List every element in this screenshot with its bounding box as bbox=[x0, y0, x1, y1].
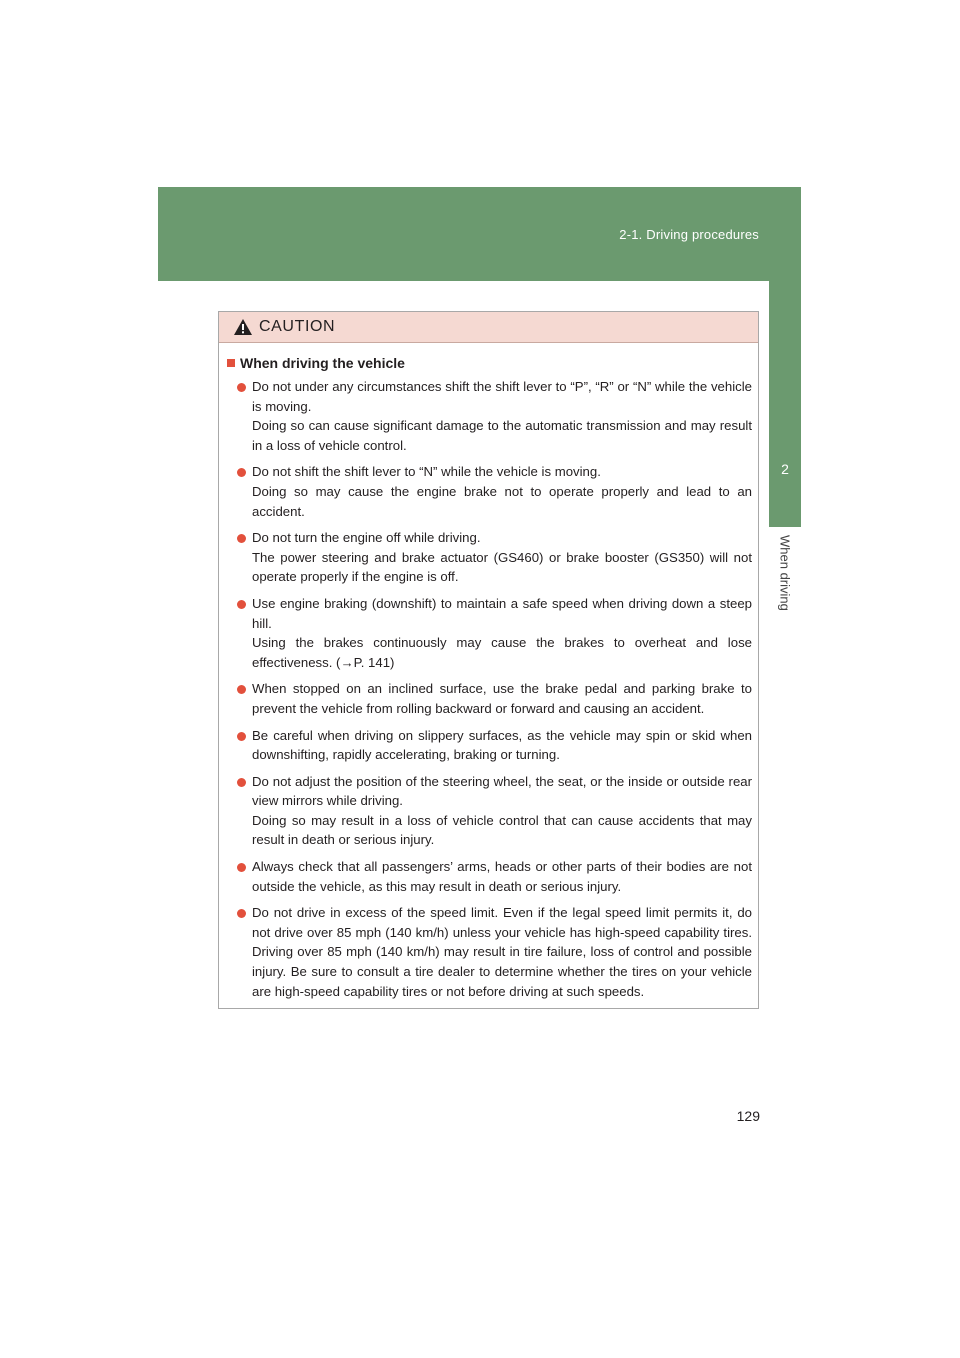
item-text: The power steering and brake actuator (GS460) or brake booster (GS350) will not operate properly if the engine is off. bbox=[252, 549, 752, 585]
list-item bbox=[227, 857, 752, 896]
subheading-text: When driving the vehicle bbox=[240, 355, 405, 371]
item-text: Do not drive in excess of the speed limit. Even if the legal speed limit permits it, do not drive over 85 mph (140 km/h) unless your vehicle has high-speed capability tires. Driving over 85 mph (140 km/h) may result in tire failure, loss of control and possible injury. Be sure to consult a tire dealer to determine whether the tires on your vehicle are high-speed capability tires or not before driving at such speeds. bbox=[252, 905, 752, 999]
caution-header bbox=[219, 312, 758, 343]
section-title: 2-1. Driving procedures bbox=[619, 227, 759, 242]
list-item bbox=[227, 594, 752, 672]
list-item bbox=[227, 377, 752, 455]
item-text: Do not turn the engine off while driving. bbox=[252, 530, 481, 546]
caution-item-list bbox=[227, 377, 752, 1001]
list-item bbox=[227, 462, 752, 521]
caution-title: CAUTION bbox=[259, 318, 336, 335]
item-text: When stopped on an inclined surface, use the brake pedal and parking brake to prevent the vehicle from rolling backward or forward and causing an accident. bbox=[252, 681, 752, 716]
chapter-tab bbox=[769, 281, 801, 527]
list-item bbox=[227, 772, 752, 850]
circle-bullet-icon bbox=[237, 778, 246, 787]
item-text: Doing so may cause the engine brake not to operate properly and lead to an accident. bbox=[252, 483, 752, 519]
circle-bullet-icon bbox=[237, 685, 246, 694]
list-item bbox=[227, 679, 752, 718]
circle-bullet-icon bbox=[237, 468, 246, 477]
chapter-number: 2 bbox=[781, 461, 789, 477]
caution-subheading bbox=[227, 355, 752, 371]
item-text: Use engine braking (downshift) to maintain a safe speed when driving down a steep hill. bbox=[252, 595, 752, 631]
warning-triangle-icon bbox=[233, 318, 253, 336]
circle-bullet-icon bbox=[237, 600, 246, 609]
caution-body bbox=[219, 343, 758, 1001]
list-item bbox=[227, 726, 752, 765]
square-bullet-icon bbox=[227, 359, 235, 367]
list-item bbox=[227, 903, 752, 1001]
item-text: Doing so can cause significant damage to the automatic transmission and may result in a loss of vehicle control. bbox=[252, 418, 752, 453]
item-text: Be careful when driving on slippery surfaces, as the vehicle may spin or skid when downshifting, rapidly accelerating, braking or turning. bbox=[252, 727, 752, 763]
item-text: Doing so may result in a loss of vehicle control that can cause accidents that may result in death or serious injury. bbox=[252, 812, 752, 848]
list-item bbox=[227, 528, 752, 587]
circle-bullet-icon bbox=[237, 909, 246, 918]
chapter-label: When driving bbox=[777, 535, 793, 611]
item-text: Do not shift the shift lever to “N” while the vehicle is moving. bbox=[252, 464, 601, 480]
item-text: Do not adjust the position of the steering wheel, the seat, or the inside or outside rear view mirrors while driving. bbox=[252, 773, 752, 809]
page-number: 129 bbox=[736, 1108, 760, 1124]
circle-bullet-icon bbox=[237, 863, 246, 872]
circle-bullet-icon bbox=[237, 732, 246, 741]
item-text: Do not under any circumstances shift the shift lever to “P”, “R” or “N” while the vehicle is moving. bbox=[252, 379, 752, 414]
circle-bullet-icon bbox=[237, 383, 246, 392]
item-text: Using the brakes continuously may cause the brakes to overheat and lose effectiveness. (→P. 141) bbox=[252, 635, 752, 670]
circle-bullet-icon bbox=[237, 534, 246, 543]
section-header-band bbox=[158, 187, 801, 281]
item-text: Always check that all passengers’ arms, heads or other parts of their bodies are not outside the vehicle, as this may result in death or serious injury. bbox=[252, 859, 752, 894]
caution-box bbox=[218, 311, 759, 1009]
